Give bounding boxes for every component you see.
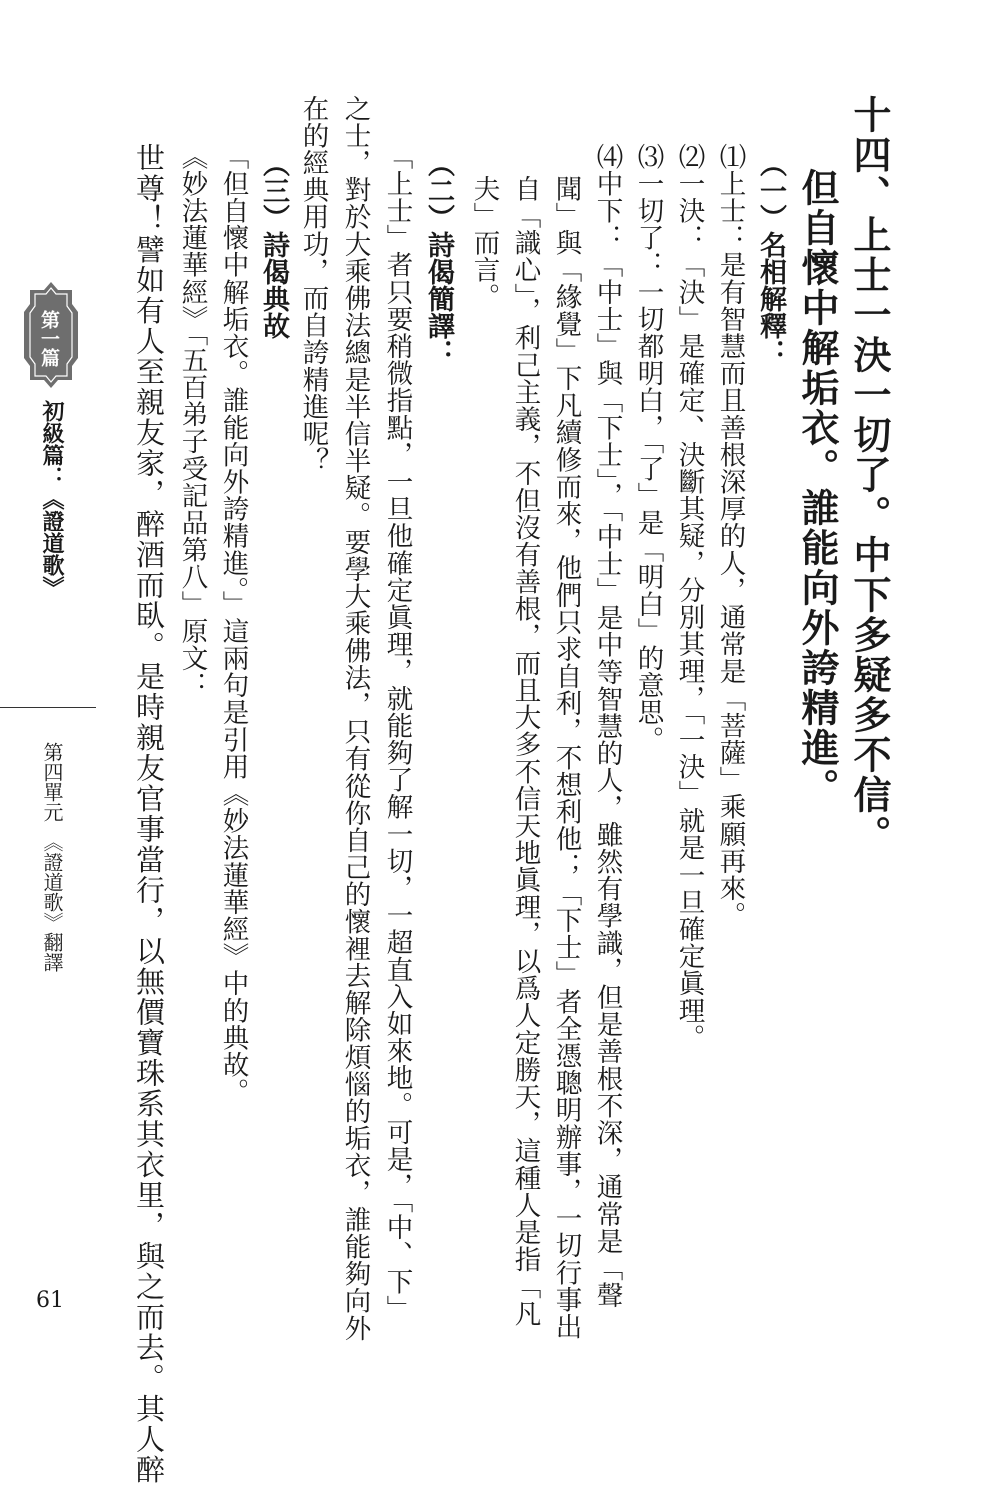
allusion-line: 「但自懷中解垢衣。誰能向外誇精進。」這兩句是引用《妙法蓮華經》中的典故。 <box>217 143 249 1106</box>
term-item-continued: 自「識心」，利己主義，不但沒有善根，而且大多不信天地眞理，以爲人定勝天，這種人是指「凡 <box>509 175 541 1328</box>
badge-label: 第一篇 <box>38 310 60 367</box>
chapter-title-line1: 十四、上士一決一切了。中下多疑多不信。 <box>847 95 891 855</box>
section-heading-terms: （一）名相解釋： <box>755 150 786 366</box>
term-item-continued: 聞」與「緣覺」下凡續修而來，他們只求自利，不想利他；「下士」者全憑聰明辦事，一切行事出 <box>550 175 582 1341</box>
allusion-line: 《妙法蓮華經》「五百弟子受記品第八」原文： <box>176 143 208 699</box>
term-item-continued: 夫」而言。 <box>468 175 500 311</box>
section-heading-allusion: （三）詩偈典故 <box>258 150 289 339</box>
sidebar-divider <box>0 707 96 708</box>
term-item: ⑵一決：「決」是確定、決斷其疑，分別其理，「一決」就是一旦確定眞理。 <box>673 143 705 1052</box>
page-number: 61 <box>36 1288 64 1313</box>
section-heading-translation: （二）詩偈簡譯： <box>423 150 454 366</box>
translation-line: 在的經典用功，而自誇精進呢？ <box>297 95 329 475</box>
term-item: ⑴上士：是有智慧而且善根深厚的人，通常是「菩薩」乘願再來。 <box>714 143 746 929</box>
term-item: ⑷中下：「中士」與「下士」，「中士」是中等智慧的人，雖然有學識，但是善根不深，通常是「聲 <box>591 143 623 1309</box>
term-item: ⑶一切了：一切都明白，「了」是「明白」的意思。 <box>632 143 664 754</box>
part-badge <box>22 280 80 390</box>
unit-title: 第四單元 《證道歌》翻譯 <box>40 742 64 972</box>
chapter-title-line2: 但自懷中解垢衣。誰能向外誇精進。 <box>795 168 839 808</box>
translation-line: 「上士」者只要稍微指點，一旦他確定眞理，就能夠了解一切，一超直入如來地。可是，「中、下」 <box>381 143 413 1323</box>
sutra-quote-line: 世尊！譬如有人至親友家，醉酒而臥。是時親友官事當行，以無價寶珠系其衣里，與之而去。其人醉 <box>132 143 166 1485</box>
translation-line: 之士，對於大乘佛法總是半信半疑。要學大乘佛法，只有從你自己的懷裡去解除煩惱的垢衣，誰能夠向外 <box>339 95 371 1342</box>
part-title: 初級篇：《證道歌》 <box>39 400 64 598</box>
